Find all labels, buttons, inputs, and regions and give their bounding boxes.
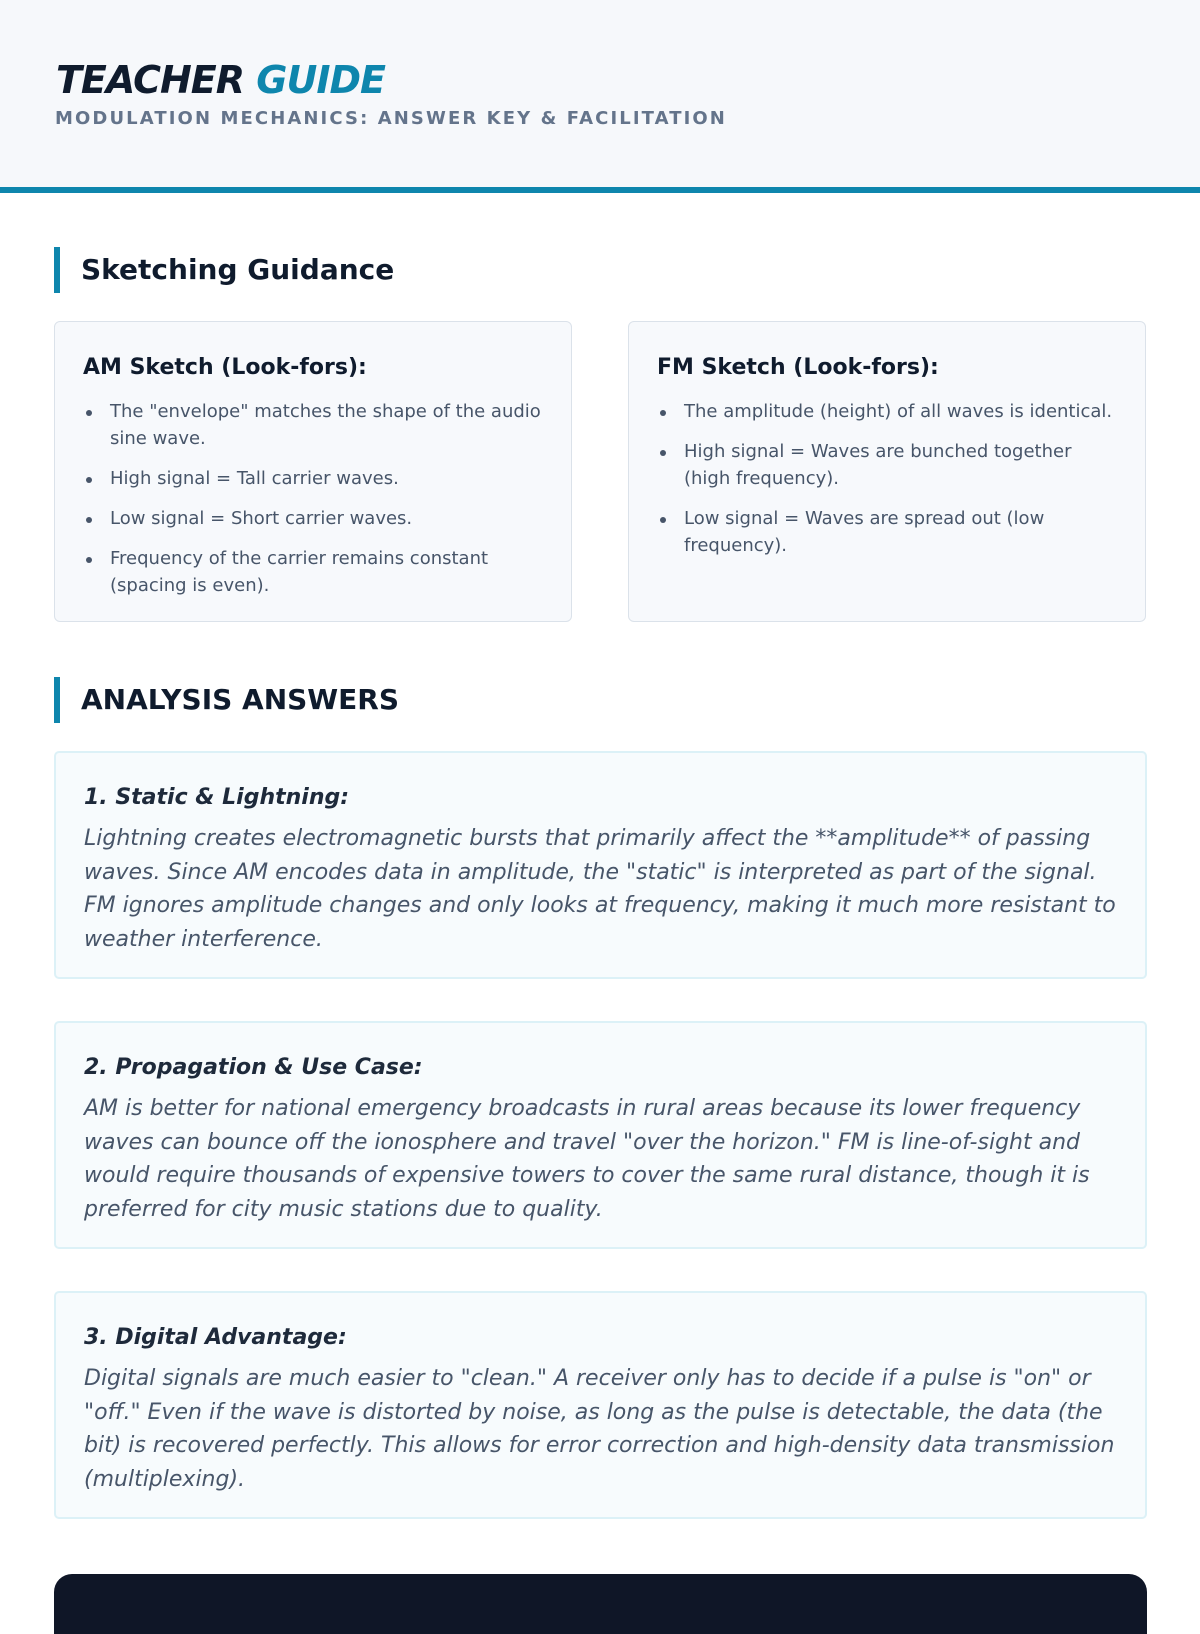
fm-sketch-card	[628, 321, 1146, 622]
am-sketch-card	[54, 321, 572, 622]
answer-title: 3. Digital Advantage:	[84, 1325, 347, 1350]
answer-title: 2. Propagation & Use Case:	[84, 1055, 423, 1080]
title-main: TEACHER	[56, 58, 245, 102]
list-item: The amplitude (height) of all waves is identical.	[657, 398, 1119, 425]
answer-title: 1. Static & Lightning:	[84, 785, 350, 810]
answer-text: Lightning creates electromagnetic bursts that primarily affect the **amplitude** of passing waves. Since AM encodes data in amplitude, the "static" is interpreted as part of the signal. FM ignores amplitude changes and only looks at frequency, making it much more resistant to weather interference.	[84, 826, 1116, 952]
answer-text: Digital signals are much easier to "clean." A receiver only has to decide if a pulse is "on" or "off." Even if the wave is distorted by noise, as long as the pulse is detectable, the data (the bit) is recovered perfectly. This allows for error correction and high-density data transmission (multiplexing).	[84, 1366, 1115, 1492]
list-item: Low signal = Short carrier waves.	[83, 505, 545, 532]
am-lookfor-list	[83, 398, 545, 599]
am-sketch-title: AM Sketch (Look-fors):	[83, 355, 367, 380]
title-accent: GUIDE	[256, 58, 385, 102]
list-item: High signal = Tall carrier waves.	[83, 465, 545, 492]
list-item: Low signal = Waves are spread out (low frequency).	[657, 505, 1119, 559]
footer-bar	[54, 1574, 1147, 1634]
answer-card-digital-advantage	[54, 1291, 1147, 1519]
list-item: High signal = Waves are bunched together (high frequency).	[657, 438, 1119, 492]
page-header	[0, 0, 1200, 193]
list-item: The "envelope" matches the shape of the audio sine wave.	[83, 398, 545, 452]
answer-card-propagation	[54, 1021, 1147, 1249]
page-title	[56, 56, 385, 104]
fm-sketch-title: FM Sketch (Look-fors):	[657, 355, 939, 380]
answer-card-static-lightning	[54, 751, 1147, 979]
sketching-guidance-heading: Sketching Guidance	[54, 247, 394, 293]
list-item: Frequency of the carrier remains constant (spacing is even).	[83, 545, 545, 599]
answer-text: AM is better for national emergency broadcasts in rural areas because its lower frequency waves can bounce off the ionosphere and travel "over the horizon." FM is line-of-sight and would require thousands of expensive towers to cover the same rural distance, though it is preferred for city music stations due to quality.	[84, 1096, 1090, 1222]
analysis-answers-heading: ANALYSIS ANSWERS	[54, 677, 399, 723]
fm-lookfor-list	[657, 398, 1119, 559]
page-subtitle: MODULATION MECHANICS: ANSWER KEY & FACILITATION	[55, 108, 727, 129]
